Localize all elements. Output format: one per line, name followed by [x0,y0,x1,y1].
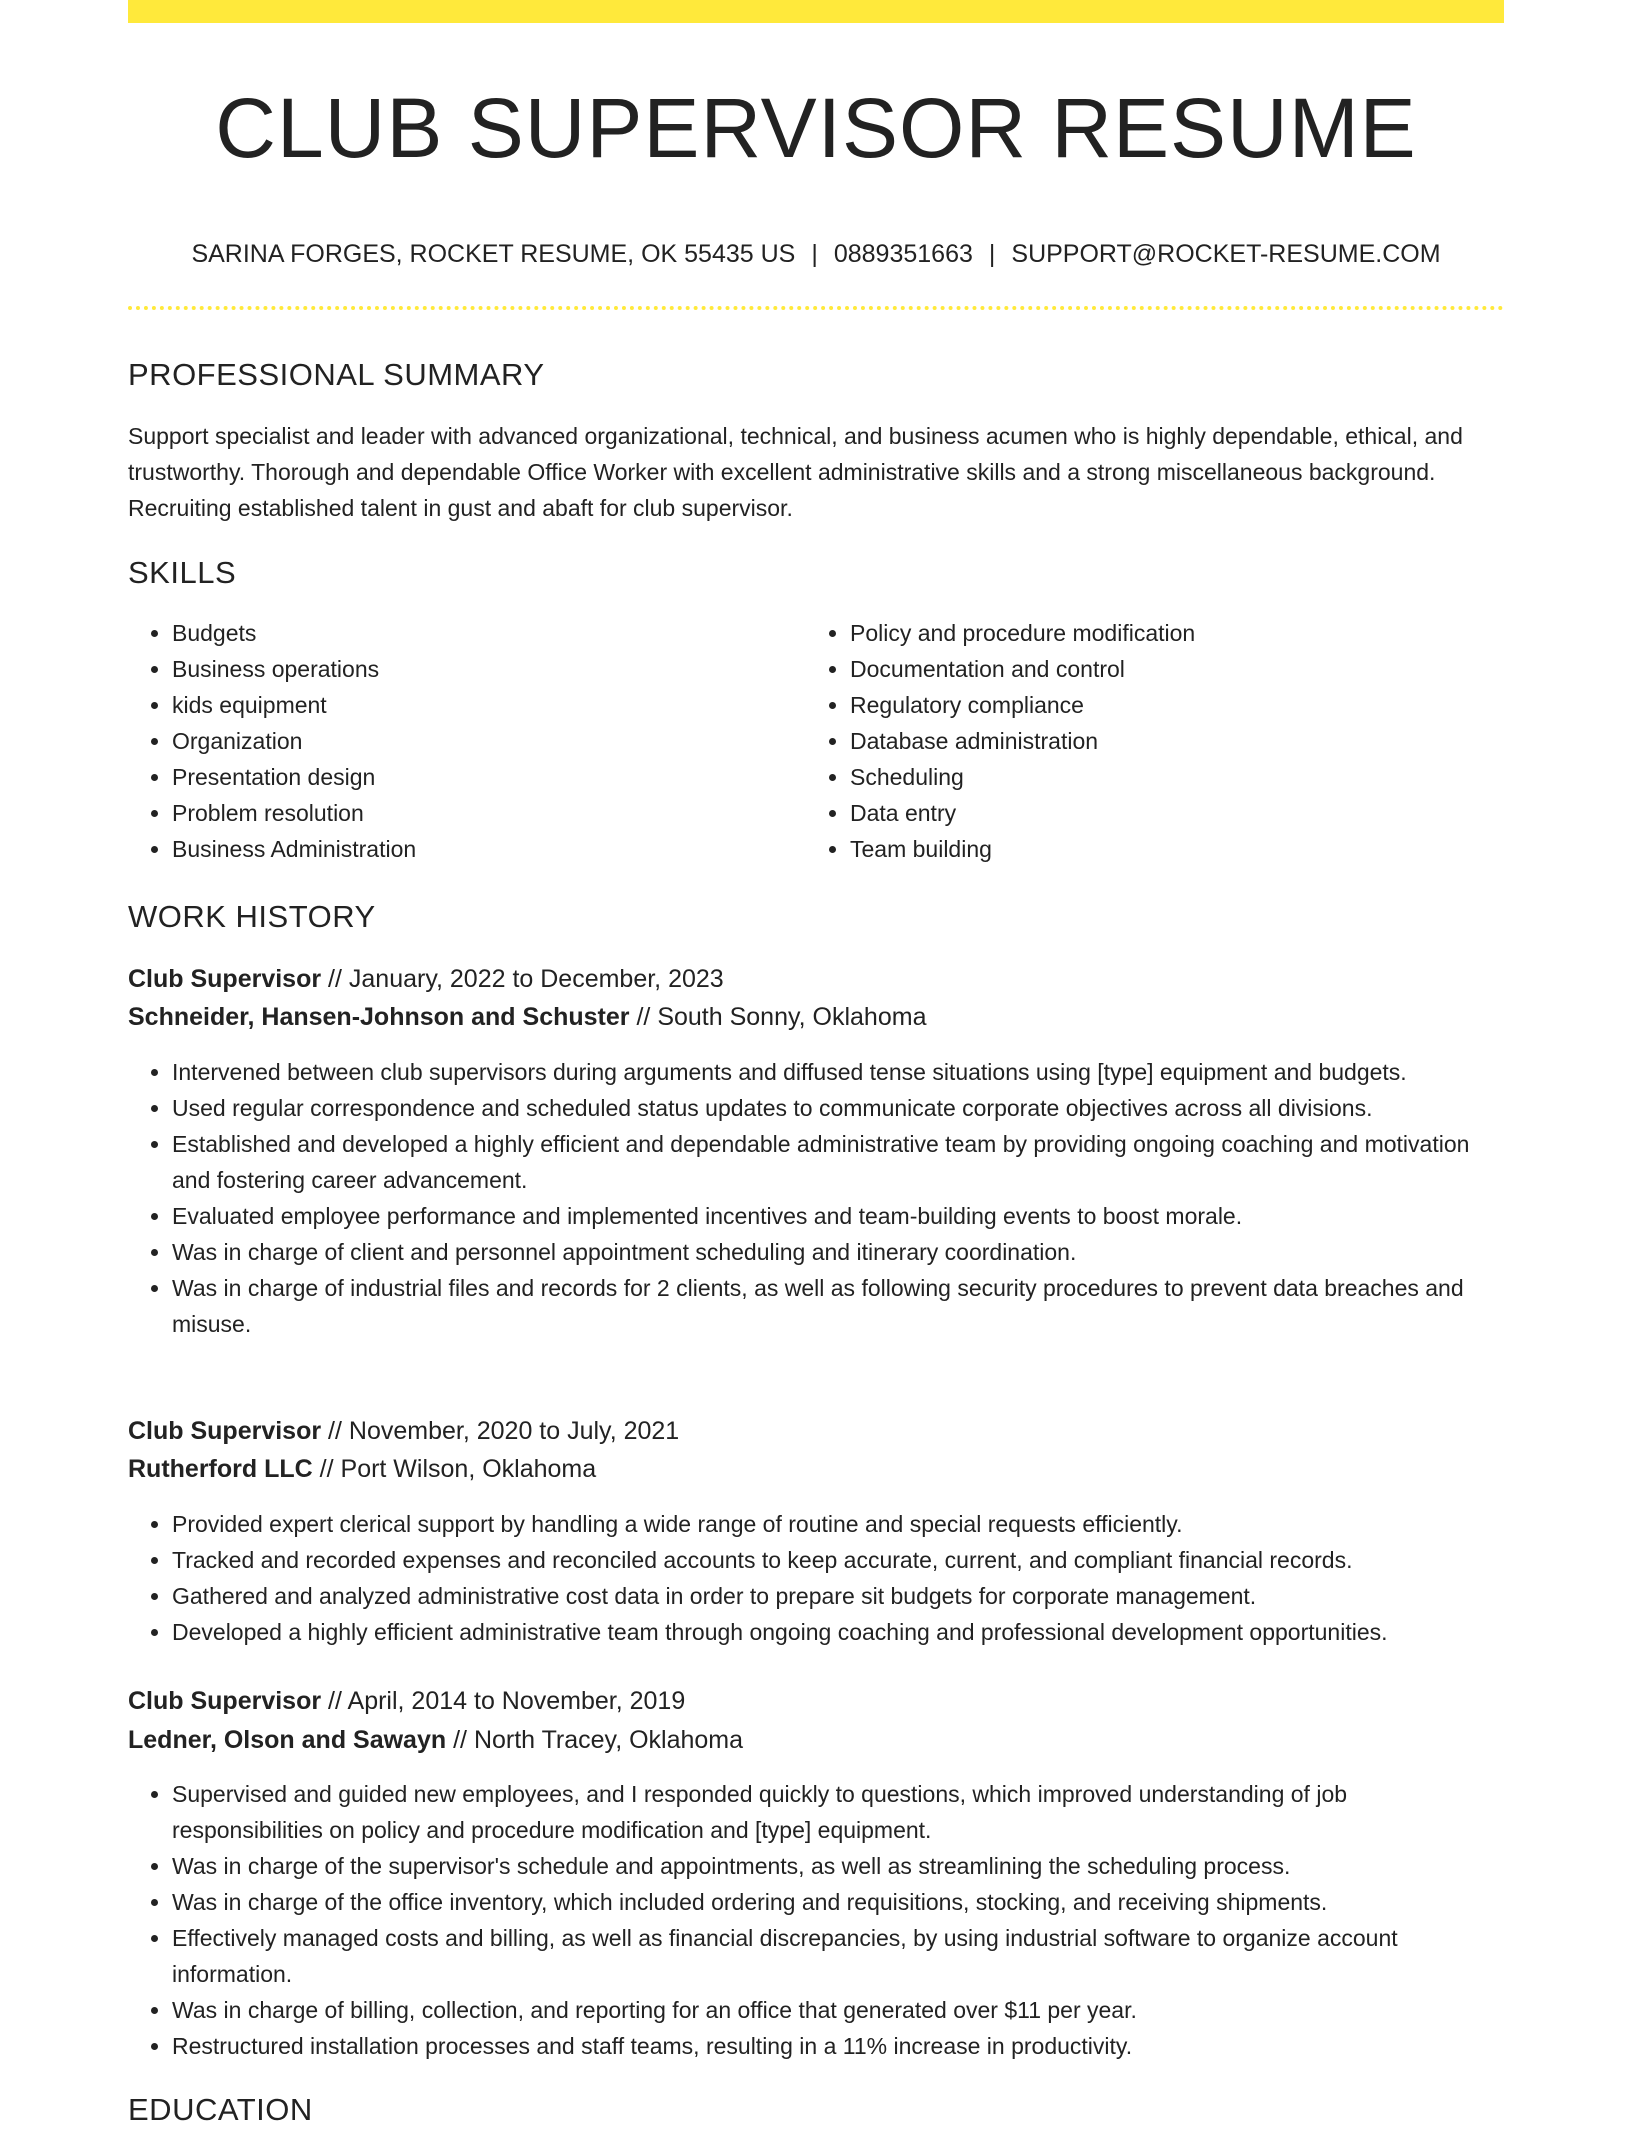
skills-right-column [806,615,1504,867]
job-bullet: • Was in charge of client and personnel appointment scheduling and itinerary coordination. [172,1234,1504,1270]
job-bullet: • Evaluated employee performance and implemented incentives and team-building events to boost morale. [172,1198,1504,1234]
contact-email: SUPPORT@ROCKET-RESUME.COM [1011,240,1441,268]
job-bullet: • Developed a highly efficient administrative team through ongoing coaching and professional development opportunities. [172,1614,1504,1650]
education-heading: EDUCATION [128,2092,313,2127]
contact-separator: | [988,240,996,268]
job-title: Club Supervisor [128,1687,322,1715]
skill-item: • Documentation and control [850,651,1504,687]
contact-line [128,236,1504,272]
job-bullet: • Intervened between club supervisors during arguments and diffused tense situations using [type] equipment and budgets. [172,1054,1504,1090]
skill-item: • Presentation design [172,759,768,795]
job-bullets [128,1776,1504,2064]
skill-item: • kids equipment [172,687,768,723]
job-dates: November, 2020 to July, 2021 [348,1417,680,1445]
job-company: Schneider, Hansen-Johnson and Schuster [128,1003,630,1031]
job-dates: April, 2014 to November, 2019 [347,1687,686,1715]
job-company-line [128,1721,743,1759]
job-bullet: • Established and developed a highly efficient and dependable administrative team by providing ongoing coaching and motivation and fostering career advancement. [172,1126,1504,1198]
job-title: Club Supervisor [128,965,322,993]
skill-item: • Database administration [850,723,1504,759]
skill-item: • Policy and procedure modification [850,615,1504,651]
job-bullet: • Was in charge of the office inventory, which included ordering and requisitions, stocking, and receiving shipments. [172,1884,1504,1920]
job-location: South Sonny, Oklahoma [657,1003,927,1031]
job-bullet: • Used regular correspondence and scheduled status updates to communicate corporate objectives across all divisions. [172,1090,1504,1126]
dotted-divider [128,306,1504,310]
summary-heading: PROFESSIONAL SUMMARY [128,357,545,392]
job-bullet: • Was in charge of industrial files and records for 2 clients, as well as following security procedures to prevent data breaches and misuse. [172,1270,1504,1342]
skills-heading: SKILLS [128,555,237,590]
job-bullet: • Restructured installation processes and staff teams, resulting in a 11% increase in productivity. [172,2028,1504,2064]
skill-item: • Business Administration [172,831,768,867]
job-location: Port Wilson, Oklahoma [340,1455,597,1483]
summary-text: Support specialist and leader with advanced organizational, technical, and business acumen who is highly dependable, ethical, and trustworthy. Thorough and dependable Office Worker with excellent administrative skills and a strong miscellaneous background. Recruiting established talent in gust and abaft for club supervisor. [128,423,1463,521]
contact-phone: 0889351663 [833,240,973,268]
skill-item: • Budgets [172,615,768,651]
job-bullet: • Effectively managed costs and billing, as well as financial discrepancies, by using industrial software to organize account information. [172,1920,1504,1992]
job-separator: // [328,965,342,993]
job-dates: January, 2022 to December, 2023 [348,965,724,993]
contact-separator: | [811,240,818,268]
skill-item: • Business operations [172,651,768,687]
job-bullet: • Provided expert clerical support by handling a wide range of routine and special requests efficiently. [172,1506,1504,1542]
job-bullet: • Tracked and recorded expenses and reconciled accounts to keep accurate, current, and compliant financial records. [172,1542,1504,1578]
job-bullet: • Was in charge of the supervisor's schedule and appointments, as well as streamlining the scheduling process. [172,1848,1504,1884]
skill-item: • Problem resolution [172,795,768,831]
contact-address: SARINA FORGES, ROCKET RESUME, OK 55435 US [191,240,796,268]
skill-item: • Regulatory compliance [850,687,1504,723]
job-separator: // [453,1726,467,1754]
job-separator: // [328,1417,342,1445]
job-bullet: • Gathered and analyzed administrative cost data in order to prepare sit budgets for corporate management. [172,1578,1504,1614]
job-title-line [128,1412,679,1450]
job-bullets [128,1054,1504,1342]
resume-title: CLUB SUPERVISOR RESUME [215,81,1417,175]
work-history-heading: WORK HISTORY [128,899,376,934]
skill-item: • Scheduling [850,759,1504,795]
skill-item: • Organization [172,723,768,759]
job-company-line [128,1450,596,1488]
job-company: Rutherford LLC [128,1455,313,1483]
job-bullets [128,1506,1504,1650]
job-company: Ledner, Olson and Sawayn [128,1726,447,1754]
job-title: Club Supervisor [128,1417,322,1445]
job-separator: // [319,1455,334,1483]
job-separator: // [328,1687,342,1715]
skill-item: • Data entry [850,795,1504,831]
accent-top-bar [128,0,1504,23]
job-title-line [128,960,724,998]
job-bullet: • Was in charge of billing, collection, and reporting for an office that generated over $11 per year. [172,1992,1504,2028]
job-bullet: • Supervised and guided new employees, and I responded quickly to questions, which improved understanding of job responsibilities on policy and procedure modification and [type] equipment. [172,1776,1504,1848]
skill-item: • Team building [850,831,1504,867]
job-company-line [128,998,926,1036]
job-location: North Tracey, Oklahoma [473,1726,744,1754]
skills-left-column [128,615,768,867]
job-separator: // [636,1003,651,1031]
job-title-line [128,1682,685,1720]
